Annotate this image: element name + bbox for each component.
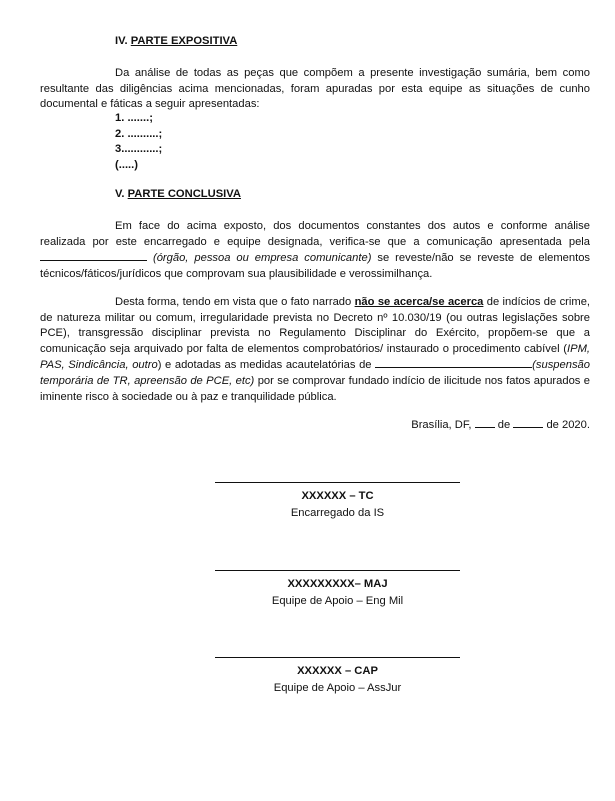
signature-line xyxy=(215,570,460,571)
section-v-heading xyxy=(115,188,241,200)
section-v-number: V. xyxy=(115,188,125,200)
signature-block xyxy=(215,482,460,521)
section-iv-paragraph xyxy=(40,66,590,113)
month-blank xyxy=(513,417,543,428)
signatory-role: Equipe de Apoio – AssJur xyxy=(273,682,402,694)
list-item: (.....) xyxy=(115,158,138,171)
paragraph-text: de indícios de crime, de natureza militar ou comum, irregularidade prevista no Decreto nº 10.030/19 (ou outras legislações sobre PCE), transgressão disciplinar prevista no Regulamento Disciplinar do Exército, propõem-se que a comunicação seja arquivado por falta de elementos comprobatórios/ instaurado o procedimento cabível ( xyxy=(40,296,591,355)
signatory-name: XXXXXX – CAP xyxy=(297,665,378,677)
signatory-role: Encarregado da IS xyxy=(290,507,385,519)
section-v-paragraph-2 xyxy=(40,295,590,405)
paragraph-italic-text: IPM, PAS, Sindicância, outro xyxy=(40,342,590,372)
findings-list xyxy=(115,111,162,173)
section-v-paragraph-1 xyxy=(40,219,590,282)
paragraph-text: por se comprovar fundado indício de ilicitude nos fatos apurados e iminente risco à sociedade ou à paz e tranquilidade pública. xyxy=(40,374,591,403)
signature-block xyxy=(215,570,460,609)
signature-line xyxy=(215,482,460,483)
paragraph-text: Em face do acima exposto, dos documentos constantes dos autos e conforme análise realizada por este encarregado e equipe designada, verifica-se que a comunicação apresentada pela xyxy=(40,220,590,248)
section-iv-number: IV. xyxy=(115,35,128,47)
paragraph-text: se reveste/não se reveste de elementos técnicos/fáticos/jurídicos que comprovam sua plausibilidade e verossimilhança. xyxy=(40,252,591,280)
date-place: Brasília, DF, xyxy=(411,419,472,431)
section-iv-paragraph-text: Da análise de todas as peças que compõem a presente investigação sumária, bem como resultante das diligências acima mencionadas, foram apuradas por esta equipe as situações de cunho documental e fáticas a seguir apresentadas: xyxy=(40,67,590,111)
signatory-name: XXXXXX – TC xyxy=(301,490,374,502)
paragraph-italic-text: (suspensão temporária de TR, apreensão de PCE, etc) xyxy=(40,359,590,387)
signatory-role: Equipe de Apoio – Eng Mil xyxy=(271,595,404,607)
signatory-name: XXXXXXXXX– MAJ xyxy=(287,578,388,590)
paragraph-text: Desta forma, tendo em vista que o fato narrado xyxy=(115,296,352,308)
paragraph-italic-text: (órgão, pessoa ou empresa comunicante) xyxy=(152,252,372,265)
fill-in-blank xyxy=(40,250,147,261)
list-item: 2. ..........; xyxy=(115,127,163,140)
day-blank xyxy=(475,417,495,428)
paragraph-text: ) e adotadas as medidas acautelatórias de xyxy=(157,359,372,372)
date-connector: de xyxy=(497,419,511,431)
list-item: 3............; xyxy=(115,143,163,156)
section-iv-heading xyxy=(115,35,237,47)
section-iv-title: PARTE EXPOSITIVA xyxy=(130,35,238,47)
paragraph-emphasis: não se acerca/se acerca xyxy=(354,296,484,308)
signature-line xyxy=(215,657,460,658)
date-line xyxy=(411,417,590,431)
fill-in-blank xyxy=(375,357,532,368)
signature-block xyxy=(215,657,460,696)
section-v-title: PARTE CONCLUSIVA xyxy=(127,188,241,200)
date-year: de 2020. xyxy=(546,419,590,431)
list-item: 1. .......; xyxy=(115,112,153,124)
